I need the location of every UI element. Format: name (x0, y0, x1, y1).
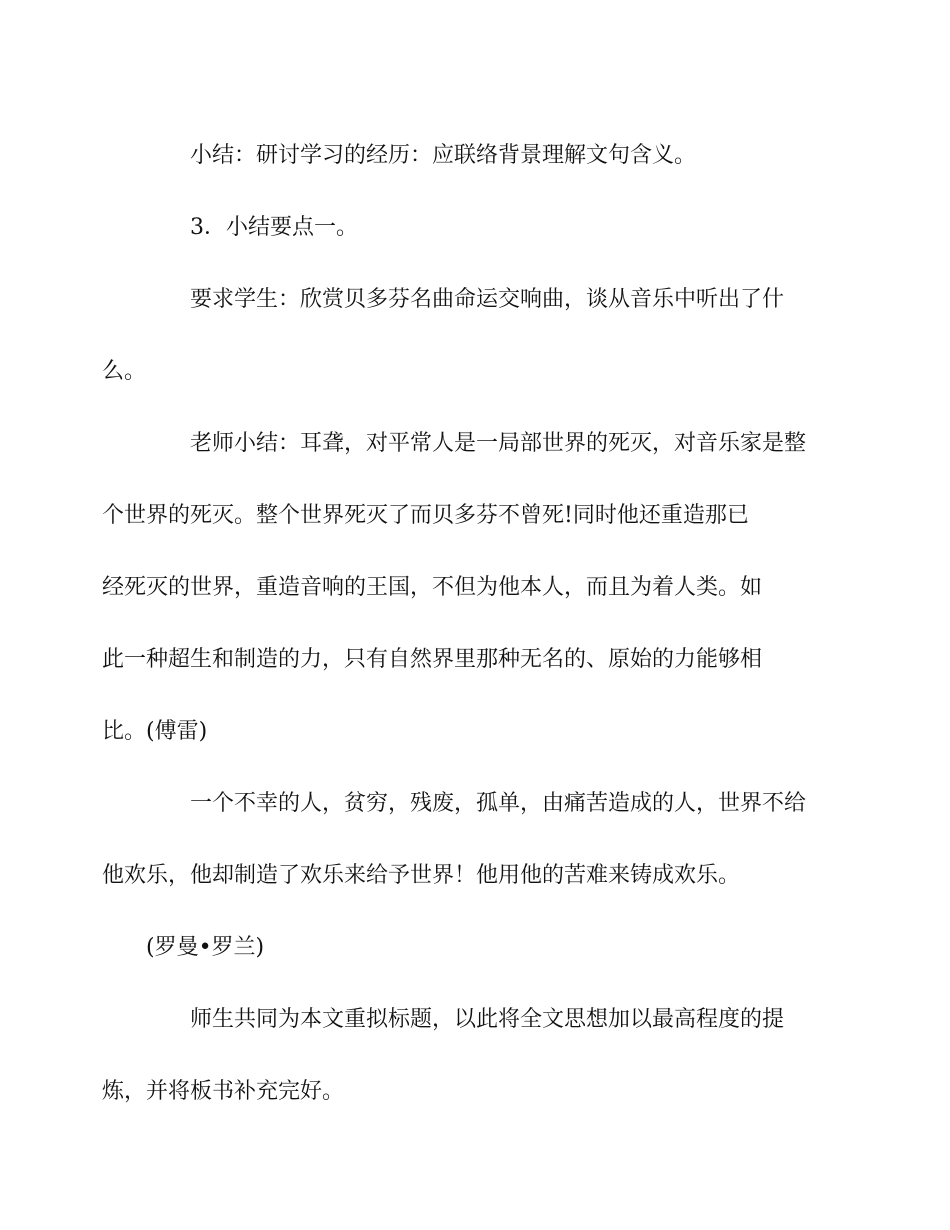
text-line: 个世界的死灭。整个世界死灭了而贝多芬不曾死!同时他还重造那已 (102, 503, 749, 528)
text-line: 要求学生：欣赏贝多芬名曲命运交响曲，谈从音乐中听出了什 (190, 287, 785, 312)
paragraph-student-task (102, 282, 802, 390)
text-line: 比。(傅雷) (102, 719, 208, 744)
paragraph-summary-method (146, 138, 802, 174)
text-line: 一个不幸的人，贫穷，残废，孤单，由痛苦造成的人，世界不给 (190, 791, 807, 816)
text-line: 经死灭的世界，重造音响的王国，不但为他本人，而且为着人类。如 (102, 575, 763, 600)
text-line: 炼，并将板书补充完好。 (102, 1079, 345, 1104)
text-line: 老师小结：耳聋，对平常人是一局部世界的死灭，对音乐家是整 (190, 431, 807, 456)
paragraph-retitle-task (102, 1002, 802, 1110)
text-line: 他欢乐，他却制造了欢乐来给予世界！他用他的苦难来铸成欢乐。 (102, 863, 741, 888)
text-line: 此一种超生和制造的力，只有自然界里那种无名的、原始的力能够相 (102, 647, 763, 672)
text-line: 师生共同为本文重拟标题，以此将全文思想加以最高程度的提 (190, 1007, 785, 1032)
paragraph-teacher-summary (102, 426, 807, 750)
text-line: (罗曼•罗兰) (146, 935, 265, 960)
text-line: 3．小结要点一。 (190, 215, 358, 240)
text-line: 小结：研讨学习的经历：应联络背景理解文句含义。 (190, 143, 697, 168)
document-body (102, 138, 807, 1110)
paragraph-rolland-quote (102, 786, 807, 894)
paragraph-rolland-attribution (146, 930, 802, 966)
paragraph-summary-point-one (146, 210, 802, 246)
text-line: 么。 (102, 359, 147, 384)
